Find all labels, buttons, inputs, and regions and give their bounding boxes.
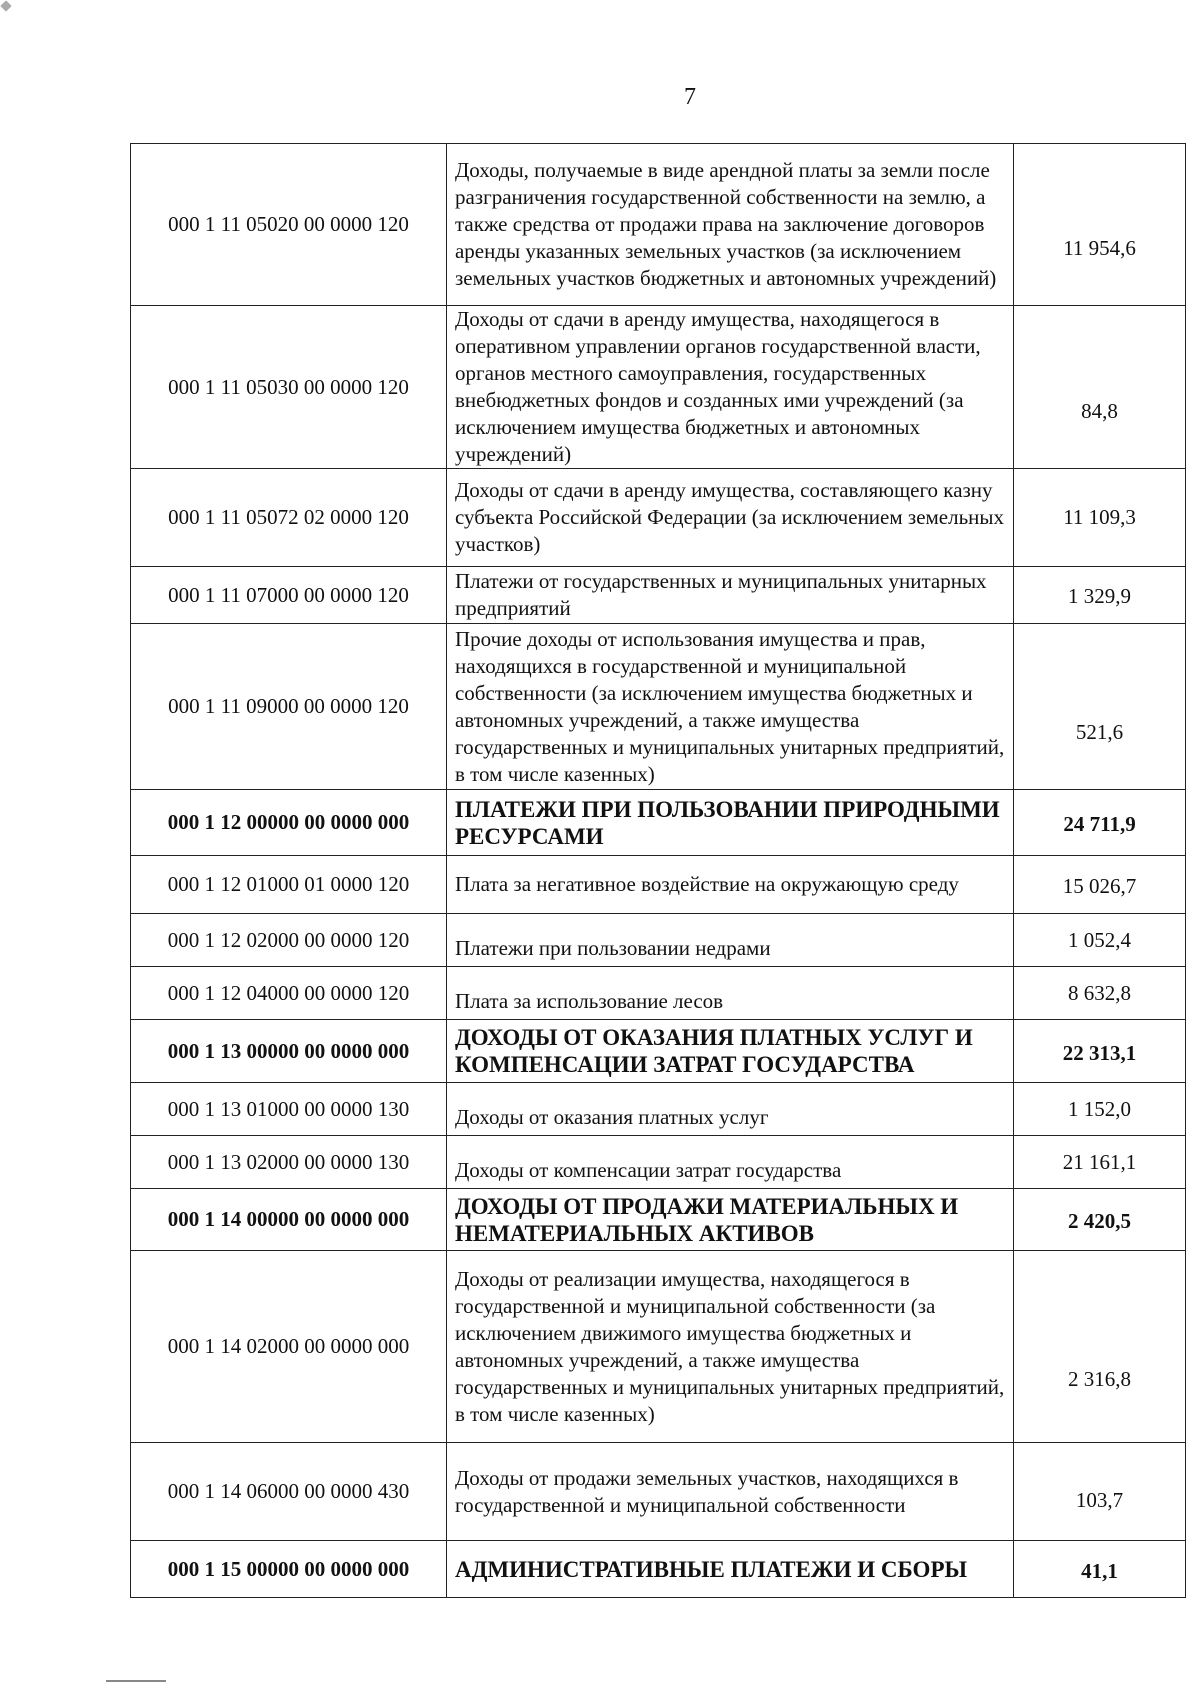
amount: 521,6 bbox=[1014, 624, 1186, 790]
table-row bbox=[131, 1136, 1186, 1189]
table-row bbox=[131, 1443, 1186, 1541]
page-number: 7 bbox=[684, 84, 696, 110]
budget-code: 000 1 14 00000 00 0000 000 bbox=[131, 1189, 447, 1251]
amount: 21 161,1 bbox=[1014, 1136, 1186, 1189]
revenue-description: Доходы от продажи земельных участков, находящихся в государственной и муниципальной собственности bbox=[446, 1443, 1013, 1541]
table-row bbox=[131, 856, 1186, 914]
revenue-description: ПЛАТЕЖИ ПРИ ПОЛЬЗОВАНИИ ПРИРОДНЫМИ РЕСУРСАМИ bbox=[446, 790, 1013, 856]
revenue-description: ДОХОДЫ ОТ ОКАЗАНИЯ ПЛАТНЫХ УСЛУГ И КОМПЕНСАЦИИ ЗАТРАТ ГОСУДАРСТВА bbox=[446, 1020, 1013, 1083]
budget-code: 000 1 11 05020 00 0000 120 bbox=[131, 144, 447, 306]
amount: 11 109,3 bbox=[1014, 469, 1186, 567]
amount: 24 711,9 bbox=[1014, 790, 1186, 856]
budget-code: 000 1 11 09000 00 0000 120 bbox=[131, 624, 447, 790]
revenue-description: Плата за негативное воздействие на окружающую среду bbox=[446, 856, 1013, 914]
table-row bbox=[131, 1083, 1186, 1136]
budget-code: 000 1 13 02000 00 0000 130 bbox=[131, 1136, 447, 1189]
table-row bbox=[131, 1541, 1186, 1598]
budget-code: 000 1 14 06000 00 0000 430 bbox=[131, 1443, 447, 1541]
amount: 1 052,4 bbox=[1014, 914, 1186, 967]
revenue-description: Платежи при пользовании недрами bbox=[446, 914, 1013, 967]
budget-code: 000 1 11 05072 02 0000 120 bbox=[131, 469, 447, 567]
table-row bbox=[131, 624, 1186, 790]
budget-code: 000 1 14 02000 00 0000 000 bbox=[131, 1251, 447, 1443]
table-row bbox=[131, 790, 1186, 856]
table-row bbox=[131, 967, 1186, 1020]
amount: 2 316,8 bbox=[1014, 1251, 1186, 1443]
budget-code: 000 1 15 00000 00 0000 000 bbox=[131, 1541, 447, 1598]
scan-artifact bbox=[106, 1680, 166, 1682]
table-row bbox=[131, 567, 1186, 624]
budget-code: 000 1 11 07000 00 0000 120 bbox=[131, 567, 447, 624]
table-row bbox=[131, 144, 1186, 306]
revenue-description: Доходы от сдачи в аренду имущества, находящегося в оперативном управлении органов государственной власти, органов местного самоуправления, государственных внебюджетных фондов и созданных ими учреждений (за исключением имущества бюджетных и автономных учреждений) bbox=[446, 306, 1013, 469]
revenue-description: ДОХОДЫ ОТ ПРОДАЖИ МАТЕРИАЛЬНЫХ И НЕМАТЕРИАЛЬНЫХ АКТИВОВ bbox=[446, 1189, 1013, 1251]
table-row bbox=[131, 1189, 1186, 1251]
scan-artifact bbox=[0, 0, 11, 11]
revenue-description: Прочие доходы от использования имущества и прав, находящихся в государственной и муниципальной собственности (за исключением имущества бюджетных и автономных учреждений, а также имущества государственных и муниципальных унитарных предприятий, в том числе казенных) bbox=[446, 624, 1013, 790]
budget-code: 000 1 13 00000 00 0000 000 bbox=[131, 1020, 447, 1083]
amount: 22 313,1 bbox=[1014, 1020, 1186, 1083]
amount: 41,1 bbox=[1014, 1541, 1186, 1598]
budget-code: 000 1 12 04000 00 0000 120 bbox=[131, 967, 447, 1020]
amount: 1 329,9 bbox=[1014, 567, 1186, 624]
revenue-description: Плата за использование лесов bbox=[446, 967, 1013, 1020]
revenue-description: Платежи от государственных и муниципальных унитарных предприятий bbox=[446, 567, 1013, 624]
table-row bbox=[131, 469, 1186, 567]
budget-code: 000 1 13 01000 00 0000 130 bbox=[131, 1083, 447, 1136]
table-row bbox=[131, 1251, 1186, 1443]
revenue-description: Доходы от оказания платных услуг bbox=[446, 1083, 1013, 1136]
amount: 103,7 bbox=[1014, 1443, 1186, 1541]
amount: 84,8 bbox=[1014, 306, 1186, 469]
amount: 8 632,8 bbox=[1014, 967, 1186, 1020]
budget-code: 000 1 12 02000 00 0000 120 bbox=[131, 914, 447, 967]
amount: 15 026,7 bbox=[1014, 856, 1186, 914]
table-row bbox=[131, 306, 1186, 469]
amount: 2 420,5 bbox=[1014, 1189, 1186, 1251]
budget-code: 000 1 12 01000 01 0000 120 bbox=[131, 856, 447, 914]
table-row bbox=[131, 1020, 1186, 1083]
table-row bbox=[131, 914, 1186, 967]
amount: 1 152,0 bbox=[1014, 1083, 1186, 1136]
revenue-table bbox=[130, 143, 1186, 1598]
revenue-description: Доходы, получаемые в виде арендной платы за земли после разграничения государственной собственности на землю, а также средства от продажи права на заключение договоров аренды указанных земельных участков (за исключением земельных участков бюджетных и автономных учреждений) bbox=[446, 144, 1013, 306]
revenue-description: Доходы от реализации имущества, находящегося в государственной и муниципальной собственности (за исключением движимого имущества бюджетных и автономных учреждений, а также имущества государственных и муниципальных унитарных предприятий, в том числе казенных) bbox=[446, 1251, 1013, 1443]
budget-code: 000 1 12 00000 00 0000 000 bbox=[131, 790, 447, 856]
revenue-description: Доходы от сдачи в аренду имущества, составляющего казну субъекта Российской Федерации (за исключением земельных участков) bbox=[446, 469, 1013, 567]
budget-code: 000 1 11 05030 00 0000 120 bbox=[131, 306, 447, 469]
revenue-description: АДМИНИСТРАТИВНЫЕ ПЛАТЕЖИ И СБОРЫ bbox=[446, 1541, 1013, 1598]
amount: 11 954,6 bbox=[1014, 144, 1186, 306]
revenue-description: Доходы от компенсации затрат государства bbox=[446, 1136, 1013, 1189]
